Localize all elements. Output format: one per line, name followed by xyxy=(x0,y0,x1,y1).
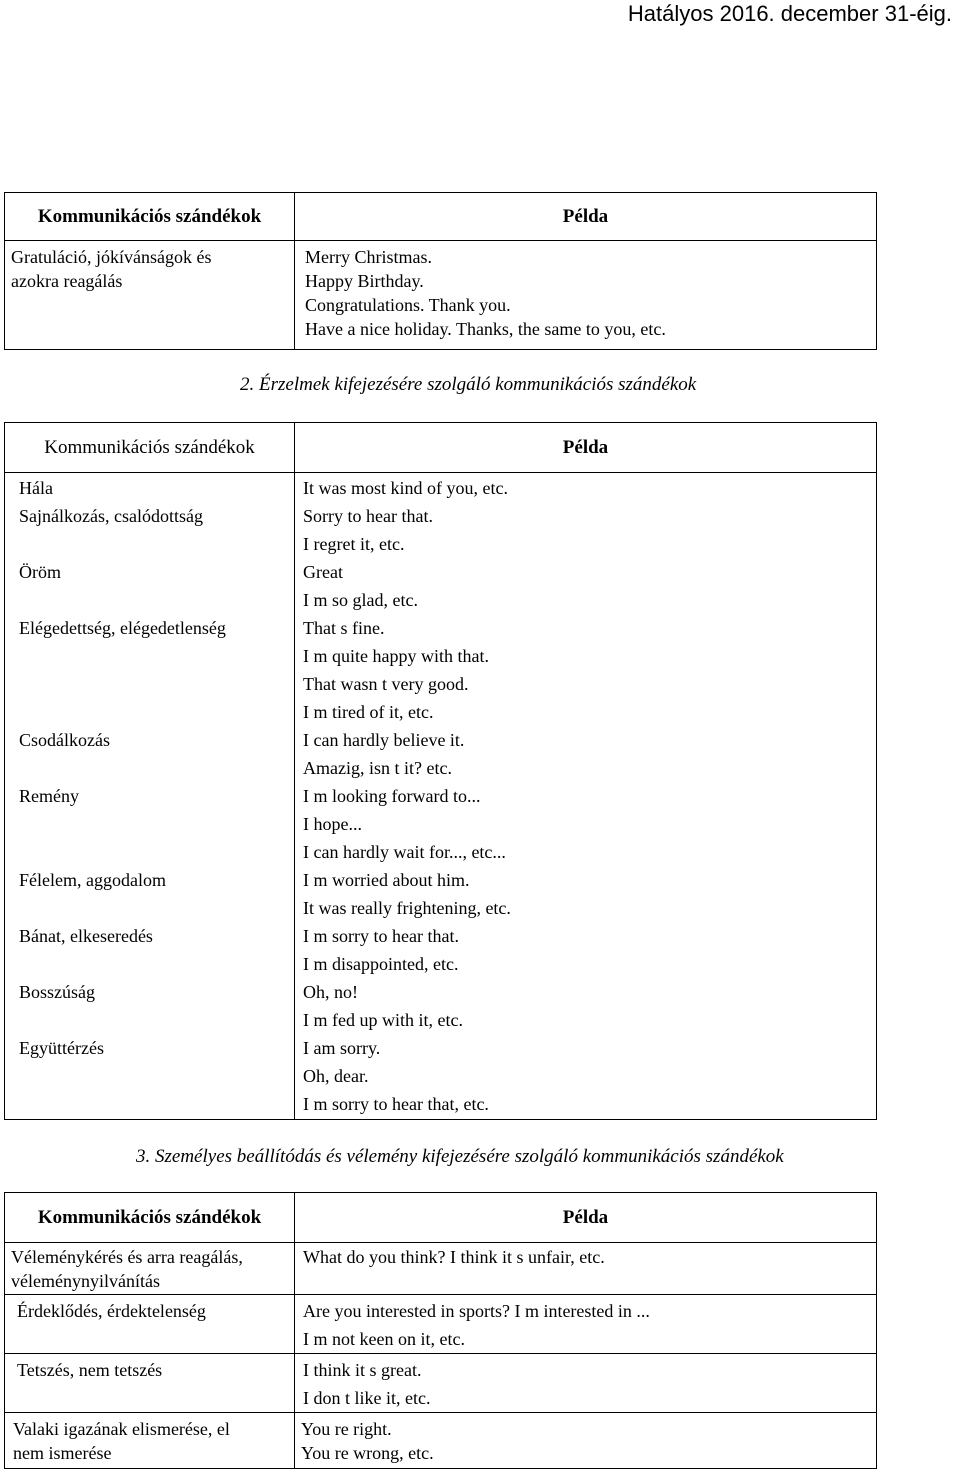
example-line: I can hardly wait for..., etc... xyxy=(303,842,506,862)
label-line xyxy=(5,670,294,698)
table-row-examples xyxy=(295,1354,877,1413)
example-line: Oh, dear. xyxy=(303,1066,369,1086)
example-line: Amazig, isn t it? etc. xyxy=(303,758,452,778)
label-line: Sajnálkozás, csalódottság xyxy=(19,506,203,526)
column-header-intentions: Kommunikációs szándékok xyxy=(5,193,295,241)
label-line: véleménynyilvánítás xyxy=(11,1271,160,1291)
column-header-example: Példa xyxy=(295,193,877,241)
label-line: Félelem, aggodalom xyxy=(19,870,166,890)
column-header-example: Példa xyxy=(295,1193,877,1243)
example-line: It was really frightening, etc. xyxy=(303,898,511,918)
example-line: Have a nice holiday. Thanks, the same to you, etc. xyxy=(305,319,666,339)
label-line xyxy=(5,754,294,782)
table-greetings xyxy=(4,192,877,350)
label-line: Bosszúság xyxy=(19,982,95,1002)
label-line xyxy=(5,530,294,558)
example-line: I think it s great. xyxy=(303,1360,422,1380)
page-header: Hatályos 2016. december 31-éig. xyxy=(627,1,952,26)
label-line: Érdeklődés, érdektelenség xyxy=(17,1301,206,1321)
example-line: I m so glad, etc. xyxy=(303,590,418,610)
example-line: I don t like it, etc. xyxy=(303,1388,431,1408)
table-row-label xyxy=(5,1295,295,1354)
label-line: Csodálkozás xyxy=(19,730,110,750)
example-line: Great xyxy=(303,562,343,582)
label-line: azokra reagálás xyxy=(11,271,123,291)
label-line xyxy=(5,1062,294,1090)
labels-column xyxy=(5,473,295,1120)
label-line xyxy=(5,698,294,726)
label-line: Bánat, elkeseredés xyxy=(19,926,153,946)
label-line: Elégedettség, elégedetlenség xyxy=(19,618,226,638)
table-opinions xyxy=(4,1192,877,1469)
example-line: I m not keen on it, etc. xyxy=(303,1329,465,1349)
example-line: Congratulations. Thank you. xyxy=(305,295,511,315)
table-row-examples xyxy=(295,241,877,350)
table-row-examples xyxy=(295,1243,877,1295)
label-line xyxy=(5,950,294,978)
label-line: Tetszés, nem tetszés xyxy=(17,1360,163,1380)
example-line: I m tired of it, etc. xyxy=(303,702,434,722)
example-line: I m fed up with it, etc. xyxy=(303,1010,463,1030)
table-row-label xyxy=(5,1243,295,1295)
example-line: Happy Birthday. xyxy=(305,271,424,291)
label-line: Öröm xyxy=(19,562,61,582)
label-line: Remény xyxy=(19,786,79,806)
label-line xyxy=(5,1090,294,1118)
label-line xyxy=(5,894,294,922)
example-line: That s fine. xyxy=(303,618,385,638)
example-line: I m sorry to hear that. xyxy=(303,926,459,946)
example-line: Oh, no! xyxy=(303,982,358,1002)
label-line xyxy=(5,642,294,670)
label-line: Gratuláció, jókívánságok és xyxy=(11,247,212,267)
example-line: I m looking forward to... xyxy=(303,786,481,806)
table-row-label xyxy=(5,1354,295,1413)
example-line: I m worried about him. xyxy=(303,870,470,890)
example-line: Merry Christmas. xyxy=(305,247,432,267)
label-line xyxy=(5,586,294,614)
section-3-title: 3. Személyes beállítódás és vélemény kifejezésére szolgáló kommunikációs szándékok xyxy=(136,1146,784,1167)
example-line: That wasn t very good. xyxy=(303,674,469,694)
example-line: It was most kind of you, etc. xyxy=(303,478,508,498)
example-line: I regret it, etc. xyxy=(303,534,405,554)
label-line xyxy=(5,1006,294,1034)
example-line: I m sorry to hear that, etc. xyxy=(303,1094,489,1114)
column-header-intentions: Kommunikációs szándékok xyxy=(5,1193,295,1243)
table-row-examples xyxy=(295,1413,877,1469)
label-line: Valaki igazának elismerése, el xyxy=(13,1419,230,1439)
section-2-title: 2. Érzelmek kifejezésére szolgáló kommunikációs szándékok xyxy=(240,374,697,395)
example-line: What do you think? I think it s unfair, etc. xyxy=(303,1247,605,1267)
label-line: nem ismerése xyxy=(13,1443,112,1463)
label-line: Véleménykérés és arra reagálás, xyxy=(11,1247,243,1267)
label-line: Együttérzés xyxy=(19,1038,104,1058)
table-row-examples xyxy=(295,1295,877,1354)
column-header-intentions: Kommunikációs szándékok xyxy=(5,423,295,473)
table-emotions xyxy=(4,422,877,1120)
example-line: I hope... xyxy=(303,814,362,834)
label-line: Hála xyxy=(19,478,53,498)
example-line: I m disappointed, etc. xyxy=(303,954,459,974)
column-header-example: Példa xyxy=(295,423,877,473)
example-line: You re right. xyxy=(301,1419,392,1439)
example-line: I can hardly believe it. xyxy=(303,730,465,750)
example-line: Are you interested in sports? I m interested in ... xyxy=(303,1301,650,1321)
example-line: I m quite happy with that. xyxy=(303,646,489,666)
label-line xyxy=(5,810,294,838)
table-row-label xyxy=(5,241,295,350)
examples-column xyxy=(295,473,877,1120)
label-line xyxy=(5,838,294,866)
example-line: I am sorry. xyxy=(303,1038,381,1058)
example-line: You re wrong, etc. xyxy=(301,1443,434,1463)
table-row-label xyxy=(5,1413,295,1469)
example-line: Sorry to hear that. xyxy=(303,506,433,526)
